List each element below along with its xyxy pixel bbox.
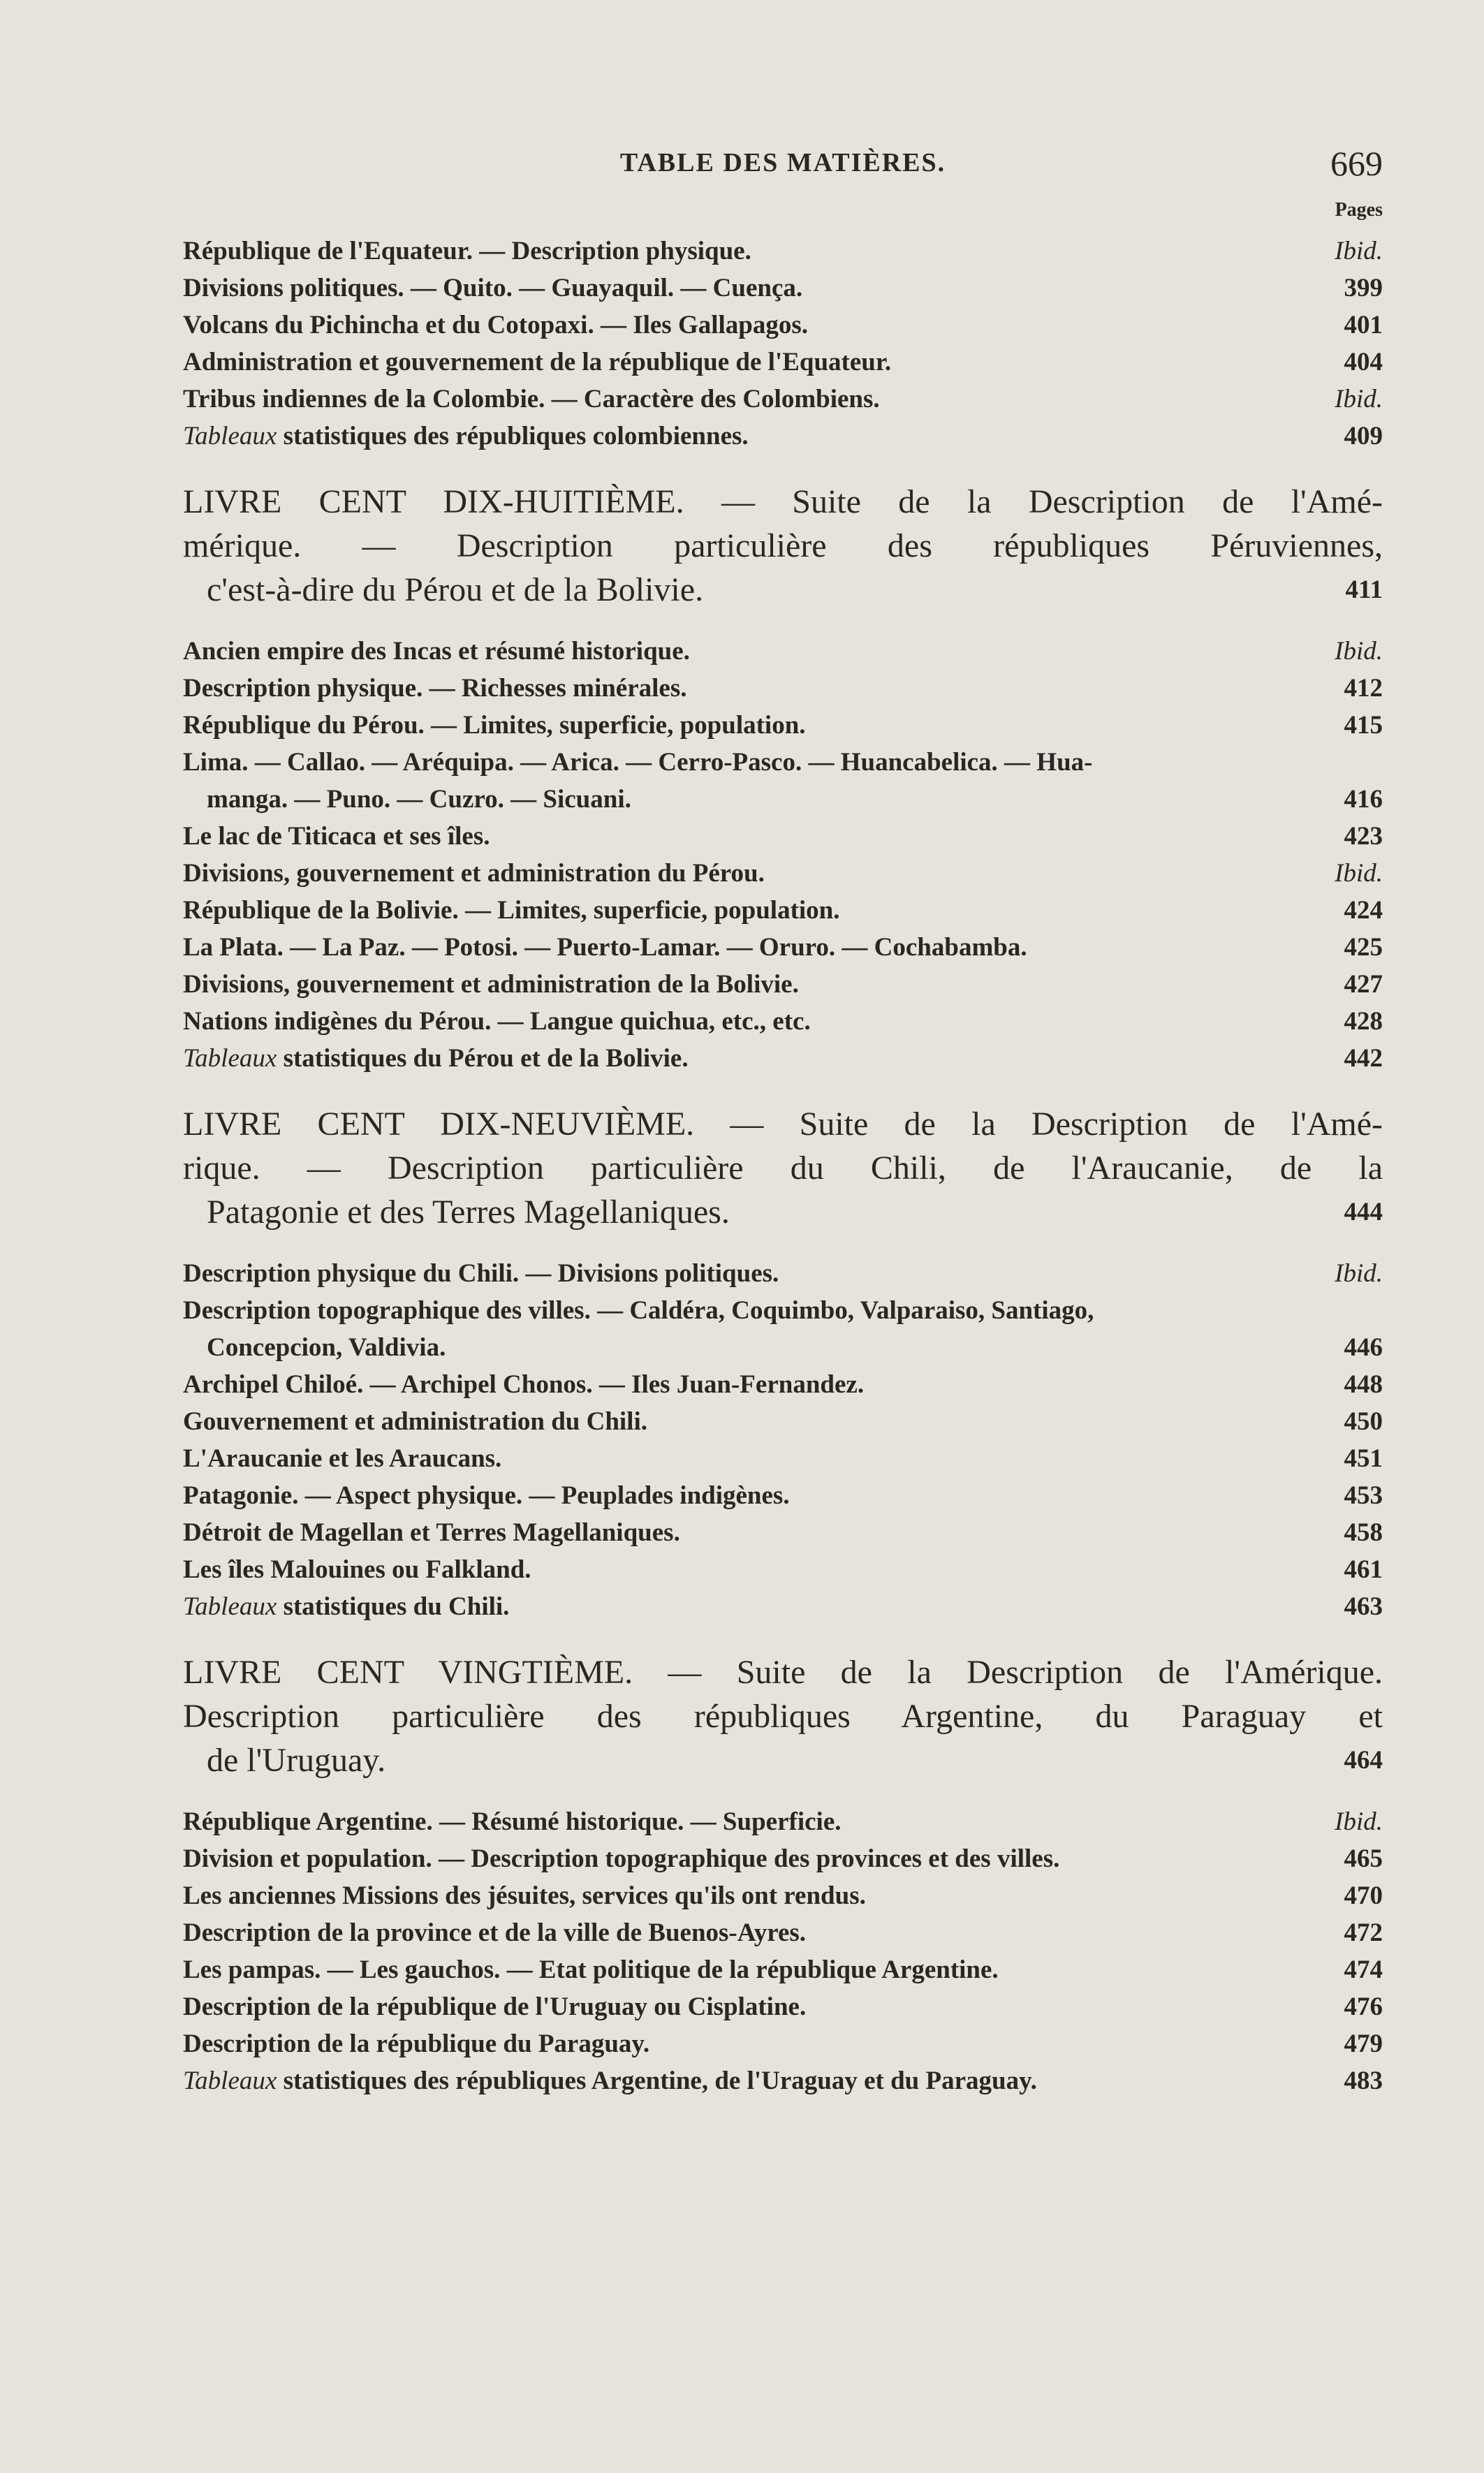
entry-text-line — [183, 1514, 1278, 1551]
toc-entry — [183, 307, 1383, 344]
toc-entry — [183, 270, 1383, 307]
entry-text-line — [183, 2062, 1278, 2099]
book-heading-line: LIVRE CENT DIX-HUITIÈME. — Suite de la Description de l'Amé- — [183, 483, 1383, 520]
entry-text: Divisions politiques. — Quito. — Guayaquil. — Cuença. — [183, 274, 803, 302]
book-heading-line: c'est-à-dire du Pérou et de la Bolivie. — [207, 571, 704, 608]
toc-entry — [183, 744, 1383, 818]
entry-text: Divisions, gouvernement et administration de la Bolivie. — [183, 970, 799, 999]
entry-italic-prefix: Tableaux — [183, 1592, 277, 1621]
toc-entry — [183, 892, 1383, 929]
toc-entry — [183, 818, 1383, 855]
entry-text: Les anciennes Missions des jésuites, services qu'ils ont rendus. — [183, 1881, 866, 1910]
page-reference: 428 — [1344, 1007, 1383, 1036]
entry-text-line — [183, 1366, 1278, 1403]
entry-text: Les îles Malouines ou Falkland. — [183, 1555, 531, 1584]
toc-entry — [183, 855, 1383, 892]
entry-text-line — [183, 1003, 1278, 1040]
entry-text: L'Araucanie et les Araucans. — [183, 1444, 502, 1473]
toc-entry — [183, 2062, 1383, 2099]
page-reference: Ibid. — [1335, 859, 1383, 888]
page-reference: 444 — [1344, 1198, 1383, 1226]
entry-text-line — [183, 2025, 1278, 2062]
entry-text: Description physique du Chili. — Divisions politiques. — [183, 1259, 779, 1288]
entry-text-line — [183, 1914, 1278, 1951]
page-reference: 412 — [1344, 674, 1383, 703]
entry-text: Archipel Chiloé. — Archipel Chonos. — Iles Juan-Fernandez. — [183, 1370, 865, 1399]
entry-text: Description de la république du Paraguay. — [183, 2030, 650, 2058]
toc-entry — [183, 929, 1383, 966]
toc-entry — [183, 233, 1383, 270]
entry-list — [183, 1255, 1383, 1625]
toc-entry — [183, 1040, 1383, 1077]
entry-text: République de l'Equateur. — Description physique. — [183, 237, 751, 265]
entry-list — [183, 233, 1383, 455]
toc-entry — [183, 1914, 1383, 1951]
book-heading-line: mérique. — Description particulière des républiques Péruviennes, — [183, 527, 1383, 564]
running-header — [183, 143, 1383, 185]
entry-text-line — [183, 744, 1278, 781]
page-reference: Ibid. — [1335, 237, 1383, 265]
entry-text: Détroit de Magellan et Terres Magellaniques. — [183, 1518, 680, 1547]
entry-text: Description physique. — Richesses minérales. — [183, 674, 687, 703]
book-heading-line: Patagonie et des Terres Magellaniques. — [207, 1194, 730, 1231]
entry-list — [183, 1803, 1383, 2099]
entry-text: République du Pérou. — Limites, superficie, population. — [183, 711, 806, 740]
toc-entry — [183, 1477, 1383, 1514]
entry-text-line — [183, 892, 1278, 929]
entry-text-line — [183, 381, 1278, 418]
page-number: 669 — [1330, 144, 1383, 183]
book-heading — [183, 480, 1383, 612]
entry-text: Division et population. — Description topographique des provinces et des villes. — [183, 1844, 1060, 1873]
page-reference: 409 — [1344, 422, 1383, 450]
entry-text-line — [183, 966, 1278, 1003]
toc-entry — [183, 1514, 1383, 1551]
toc-entry — [183, 670, 1383, 707]
entry-text-line — [183, 307, 1278, 344]
entry-text-line — [183, 1040, 1278, 1077]
entry-text: Gouvernement et administration du Chili. — [183, 1407, 647, 1436]
entry-continuation: Concepcion, Valdivia. — [207, 1333, 446, 1362]
toc-entry — [183, 1366, 1383, 1403]
page-reference: 442 — [1344, 1044, 1383, 1073]
toc-entry — [183, 1403, 1383, 1440]
page-reference: Ibid. — [1335, 637, 1383, 666]
toc-entry — [183, 1588, 1383, 1625]
page-reference: Ibid. — [1335, 1259, 1383, 1288]
page-reference: 479 — [1344, 2030, 1383, 2058]
entry-text-line — [183, 344, 1278, 381]
toc-entry — [183, 1951, 1383, 1988]
toc-entry — [183, 1803, 1383, 1840]
page-reference: 463 — [1344, 1592, 1383, 1621]
entry-text-line — [183, 818, 1278, 855]
book-heading-line: de l'Uruguay. — [207, 1742, 386, 1779]
page-reference: 450 — [1344, 1407, 1383, 1436]
page-reference: 465 — [1344, 1844, 1383, 1873]
book-heading-line: rique. — Description particulière du Chili, de l'Araucanie, de la — [183, 1150, 1383, 1187]
page-reference: Ibid. — [1335, 1807, 1383, 1836]
entry-text-line — [183, 633, 1278, 670]
toc-entry — [183, 1551, 1383, 1588]
page-reference: 425 — [1344, 933, 1383, 962]
toc-entry — [183, 418, 1383, 455]
entry-text: Description de la république de l'Uruguay ou Cisplatine. — [183, 1993, 807, 2021]
entry-text: Administration et gouvernement de la république de l'Equateur. — [183, 348, 892, 376]
entry-text-line — [183, 418, 1278, 455]
entry-text: Description de la province et de la ville de Buenos-Ayres. — [183, 1918, 807, 1947]
toc-entry — [183, 1255, 1383, 1292]
book-heading-line: LIVRE CENT VINGTIÈME. — Suite de la Description de l'Amérique. — [183, 1654, 1383, 1691]
toc-entry — [183, 1840, 1383, 1877]
entry-text: Volcans du Pichincha et du Cotopaxi. — Iles Gallapagos. — [183, 311, 809, 339]
entry-text: Le lac de Titicaca et ses îles. — [183, 822, 490, 851]
entry-list — [183, 633, 1383, 1077]
entry-continuation: manga. — Puno. — Cuzro. — Sicuani. — [207, 785, 631, 814]
page-reference: 483 — [1344, 2067, 1383, 2095]
page-reference: 451 — [1344, 1444, 1383, 1473]
entry-text: Description topographique des villes. — Caldéra, Coquimbo, Valparaiso, Santiago, — [183, 1296, 1094, 1325]
entry-text: Divisions, gouvernement et administration du Pérou. — [183, 859, 765, 888]
toc-entry — [183, 633, 1383, 670]
page-reference: 474 — [1344, 1955, 1383, 1984]
page-reference: 472 — [1344, 1918, 1383, 1947]
page-reference: 404 — [1344, 348, 1383, 376]
page-title: TABLE DES MATIÈRES. — [619, 148, 946, 177]
pages-column-label: Pages — [1335, 199, 1383, 221]
entry-text-line — [183, 1588, 1278, 1625]
entry-italic-prefix: Tableaux — [183, 1044, 277, 1073]
entry-text-line — [183, 1477, 1278, 1514]
entry-text-line — [183, 1292, 1278, 1329]
page-reference: 423 — [1344, 822, 1383, 851]
entry-text-line — [183, 929, 1278, 966]
toc-entry — [183, 1003, 1383, 1040]
entry-text: Ancien empire des Incas et résumé historique. — [183, 637, 690, 666]
entry-text: Nations indigènes du Pérou. — Langue quichua, etc., etc. — [183, 1007, 811, 1036]
entry-text: La Plata. — La Paz. — Potosi. — Puerto-Lamar. — Oruro. — Cochabamba. — [183, 933, 1027, 962]
entry-text: statistiques des républiques Argentine, de l'Uraguay et du Paraguay. — [277, 2067, 1037, 2095]
toc-entry — [183, 1988, 1383, 2025]
book-heading-line: Description particulière des républiques Argentine, du Paraguay et — [183, 1698, 1383, 1735]
entry-text: République Argentine. — Résumé historique. — Superficie. — [183, 1807, 842, 1836]
page-reference: 399 — [1344, 274, 1383, 302]
entry-text-line — [183, 1255, 1278, 1292]
entry-text-line — [183, 1551, 1278, 1588]
page-reference: 411 — [1345, 575, 1383, 604]
entry-italic-prefix: Tableaux — [183, 2067, 277, 2095]
entry-text: Lima. — Callao. — Aréquipa. — Arica. — Cerro-Pasco. — Huancabelica. — Hua- — [183, 748, 1093, 777]
entry-text-line — [183, 270, 1278, 307]
toc-entry — [183, 1292, 1383, 1366]
toc-entry — [183, 707, 1383, 744]
entry-text-line — [183, 233, 1278, 270]
entry-text: statistiques du Chili. — [277, 1592, 510, 1621]
page-reference: 464 — [1344, 1746, 1383, 1775]
page-reference: Ibid. — [1335, 385, 1383, 413]
page-reference: 453 — [1344, 1481, 1383, 1510]
entry-text: Les pampas. — Les gauchos. — Etat politique de la république Argentine. — [183, 1955, 999, 1984]
entry-text: statistiques du Pérou et de la Bolivie. — [277, 1044, 689, 1073]
entry-italic-prefix: Tableaux — [183, 422, 277, 450]
page-reference: 424 — [1344, 896, 1383, 925]
entry-text-line — [183, 1440, 1278, 1477]
entry-text: Patagonie. — Aspect physique. — Peuplades indigènes. — [183, 1481, 790, 1510]
page-reference: 476 — [1344, 1993, 1383, 2021]
entry-text: statistiques des républiques colombiennes. — [277, 422, 749, 450]
book-heading-line: LIVRE CENT DIX-NEUVIÈME. — Suite de la Description de l'Amé- — [183, 1106, 1383, 1143]
book-heading — [183, 1102, 1383, 1234]
entry-text-line — [183, 1840, 1278, 1877]
entry-text-line — [183, 707, 1278, 744]
entry-text: Tribus indiennes de la Colombie. — Caractère des Colombiens. — [183, 385, 880, 413]
page-reference: 427 — [1344, 970, 1383, 999]
entry-text-line — [183, 1403, 1278, 1440]
entry-text-line — [183, 855, 1278, 892]
page-reference: 415 — [1344, 711, 1383, 740]
page-reference: 470 — [1344, 1881, 1383, 1910]
book-heading — [183, 1650, 1383, 1782]
toc-entry — [183, 1877, 1383, 1914]
entry-text-line — [183, 1951, 1278, 1988]
page-reference: 446 — [1344, 1333, 1383, 1362]
toc-entry — [183, 344, 1383, 381]
toc-entry — [183, 1440, 1383, 1477]
entry-text-line — [183, 1877, 1278, 1914]
toc-entry — [183, 966, 1383, 1003]
entry-text-line — [183, 670, 1278, 707]
entry-text: République de la Bolivie. — Limites, superficie, population. — [183, 896, 840, 925]
page-reference: 448 — [1344, 1370, 1383, 1399]
page-reference: 416 — [1344, 785, 1383, 814]
page-reference: 461 — [1344, 1555, 1383, 1584]
page-reference: 458 — [1344, 1518, 1383, 1547]
entry-text-line — [183, 1803, 1278, 1840]
toc-entry — [183, 2025, 1383, 2062]
entry-text-line — [183, 1988, 1278, 2025]
page-reference: 401 — [1344, 311, 1383, 339]
table-of-contents — [183, 233, 1383, 2099]
toc-entry — [183, 381, 1383, 418]
